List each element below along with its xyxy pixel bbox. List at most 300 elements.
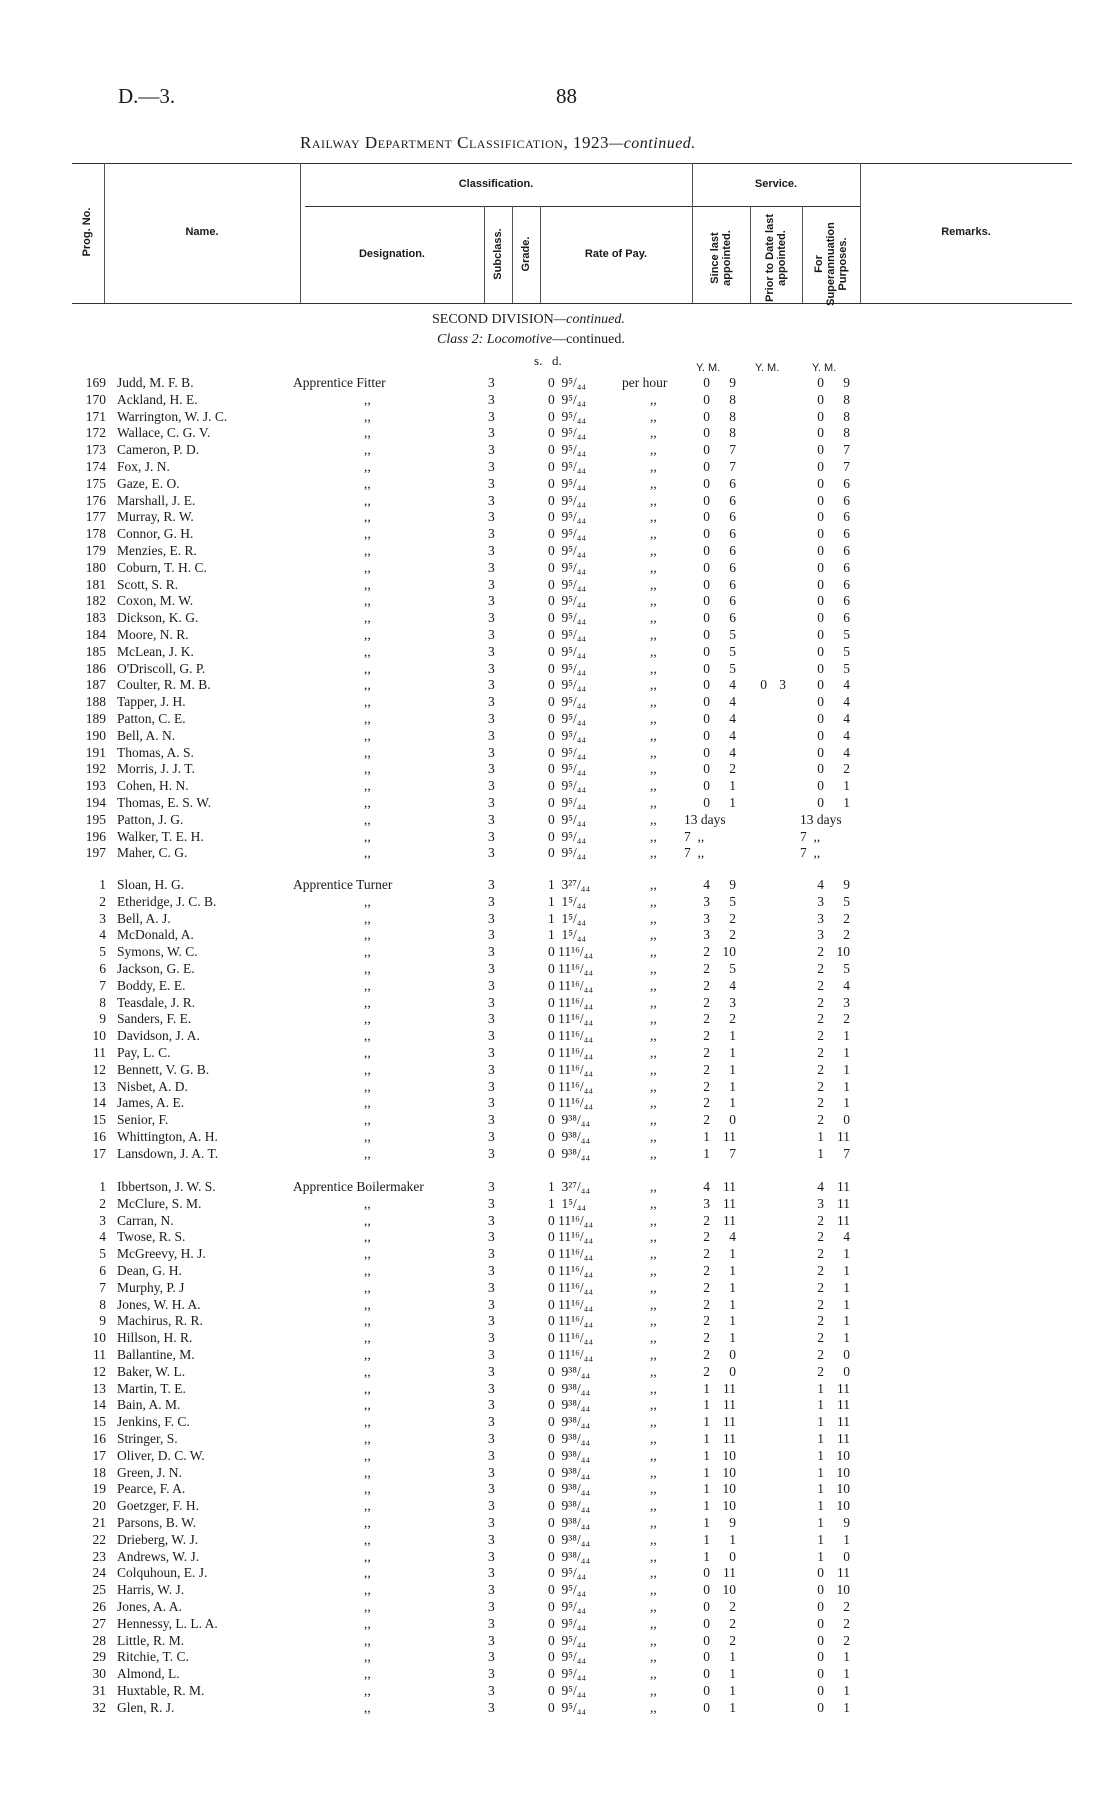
designation: Apprentice Turner <box>293 877 393 892</box>
prog-no: 10 <box>92 1330 106 1346</box>
prog-no: 1 <box>99 1179 106 1194</box>
pay-unit: ,, <box>650 1447 657 1463</box>
rate-of-pay: 0 9⁵/₄₄ <box>548 845 587 861</box>
super-years: 0 <box>817 677 824 693</box>
super-months: 1 <box>843 1699 850 1715</box>
table-row <box>0 592 1114 609</box>
prog-no: 11 <box>93 1045 106 1060</box>
page-title <box>300 133 696 153</box>
super-years: 2 <box>817 1279 824 1295</box>
prog-no: 7 <box>99 1279 106 1295</box>
super-ym-label: Y. M. <box>812 362 837 374</box>
employee-name: Marshall, J. E. <box>117 492 196 508</box>
subclass: 3 <box>488 425 495 441</box>
since-years: 0 <box>703 1582 710 1598</box>
prog-no: 19 <box>92 1481 106 1497</box>
ditto-mark: ,, <box>364 459 371 474</box>
subclass: 3 <box>488 1447 495 1463</box>
employee-name: Moore, N. R. <box>117 627 189 642</box>
since-months: 1 <box>729 1699 736 1715</box>
ditto-mark: ,, <box>364 1145 371 1161</box>
col-divider <box>512 206 513 303</box>
super-months: 4 <box>843 711 850 726</box>
employee-name: Glen, R. J. <box>117 1699 175 1715</box>
since-years: 0 <box>703 1699 710 1715</box>
header-rate-of-pay: Rate of Pay. <box>584 248 648 260</box>
subclass: 3 <box>488 1129 495 1144</box>
super-years: 3 <box>817 910 824 926</box>
employee-name: Murphy, P. J <box>117 1279 185 1295</box>
super-months: 0 <box>843 1347 850 1362</box>
employee-name: Green, J. N. <box>117 1464 182 1480</box>
super-months: 6 <box>843 610 850 626</box>
ditto-mark: ,, <box>364 576 371 592</box>
since-years: 0 <box>703 610 710 626</box>
rate-of-pay: 0 9³⁸/₄₄ <box>548 1129 591 1144</box>
table-row <box>0 1061 1114 1078</box>
table-row <box>0 1312 1114 1329</box>
since-months: 2 <box>729 1599 736 1614</box>
super-years: 0 <box>817 559 824 575</box>
pay-unit: ,, <box>650 492 657 508</box>
ditto-mark: ,, <box>364 1380 371 1396</box>
since-years: 2 <box>703 1330 710 1346</box>
subclass: 3 <box>488 1548 495 1564</box>
subclass: 3 <box>488 1464 495 1480</box>
subclass: 3 <box>488 1397 495 1413</box>
prog-no: 182 <box>85 593 106 609</box>
super-days: 13 days <box>800 811 842 827</box>
employee-name: Dickson, K. G. <box>117 610 199 626</box>
prog-no: 174 <box>85 459 106 474</box>
since-months: 1 <box>729 1246 736 1262</box>
ditto-mark: ,, <box>364 677 371 693</box>
rate-of-pay: 0 9⁵/₄₄ <box>548 475 587 491</box>
table-row <box>0 1094 1114 1111</box>
super-years: 2 <box>817 1078 824 1094</box>
super-months: 1 <box>843 1649 850 1665</box>
prog-no: 27 <box>92 1615 106 1631</box>
ditto-mark: ,, <box>364 1582 371 1598</box>
pay-unit: ,, <box>650 526 657 542</box>
employee-name: Stringer, S. <box>117 1431 178 1446</box>
super-months: 11 <box>837 1380 850 1396</box>
employee-name: Coxon, M. W. <box>117 593 194 609</box>
rate-of-pay: 0 9⁵/₄₄ <box>548 811 587 827</box>
employee-name: Bell, A. N. <box>117 727 176 743</box>
since-months: 1 <box>729 1531 736 1547</box>
table-row <box>0 710 1114 727</box>
super-years: 1 <box>817 1464 824 1480</box>
super-months: 6 <box>843 543 850 558</box>
since-years: 2 <box>703 1095 710 1111</box>
table-row <box>0 609 1114 626</box>
pay-unit: ,, <box>650 1279 657 1295</box>
prog-no: 177 <box>85 509 106 525</box>
subclass: 3 <box>488 1279 495 1295</box>
ditto-mark: ,, <box>364 1699 371 1715</box>
ditto-mark: ,, <box>364 1347 371 1362</box>
since-years: 0 <box>703 727 710 743</box>
since-months: 1 <box>729 1045 736 1060</box>
pay-unit: ,, <box>650 1548 657 1564</box>
ditto-mark: ,, <box>364 559 371 575</box>
since-months: 1 <box>729 1296 736 1312</box>
since-years: 0 <box>703 425 710 441</box>
table-row <box>0 643 1114 660</box>
rate-of-pay: 0 9³⁸/₄₄ <box>548 1414 591 1430</box>
since-months: 10 <box>722 1481 736 1497</box>
subclass: 3 <box>488 1599 495 1614</box>
rate-of-pay: 0 9³⁸/₄₄ <box>548 1464 591 1480</box>
rate-of-pay: 0 9⁵/₄₄ <box>548 610 587 626</box>
rate-of-pay: 0 9⁵/₄₄ <box>548 727 587 743</box>
rate-of-pay: 0 9³⁸/₄₄ <box>548 1447 591 1463</box>
since-months: 1 <box>729 795 736 810</box>
super-months: 9 <box>843 1515 850 1530</box>
employee-name: Oliver, D. C. W. <box>117 1447 205 1463</box>
subclass: 3 <box>488 761 495 777</box>
since-years: 0 <box>703 559 710 575</box>
ditto-mark: ,, <box>364 795 371 810</box>
since-months: 11 <box>723 1565 736 1581</box>
employee-name: Nisbet, A. D. <box>117 1078 188 1094</box>
subclass: 3 <box>488 1296 495 1312</box>
ditto-mark: ,, <box>364 1447 371 1463</box>
prog-no: 4 <box>99 1229 106 1245</box>
since-months: 0 <box>729 1347 736 1362</box>
super-months: 3 <box>843 994 850 1010</box>
rate-of-pay: 0 9⁵/₄₄ <box>548 442 587 458</box>
subclass: 3 <box>488 1531 495 1547</box>
employee-name: Jones, W. H. A. <box>117 1296 201 1312</box>
rate-of-pay: 0 11¹⁶/₄₄ <box>548 1045 594 1060</box>
pay-unit: ,, <box>650 1498 657 1514</box>
prog-no: 180 <box>85 559 106 575</box>
since-months: 5 <box>729 893 736 909</box>
pay-unit: ,, <box>650 1666 657 1682</box>
employee-name: Ritchie, T. C. <box>117 1649 189 1665</box>
rate-of-pay: 0 11¹⁶/₄₄ <box>548 977 594 993</box>
since-months: 11 <box>723 1195 736 1211</box>
table-row <box>0 391 1114 408</box>
col-divider <box>750 206 751 303</box>
table-row <box>0 844 1114 861</box>
header-prog-no: Prog. No. <box>81 207 93 257</box>
since-years: 0 <box>703 778 710 794</box>
subclass: 3 <box>488 509 495 525</box>
rate-of-pay: 0 9⁵/₄₄ <box>548 1599 587 1614</box>
table-row <box>0 441 1114 458</box>
employee-name: Coburn, T. H. C. <box>117 559 207 575</box>
since-years: 0 <box>703 795 710 810</box>
super-years: 2 <box>817 961 824 976</box>
super-days: 7 ,, <box>800 828 821 844</box>
super-years: 0 <box>817 442 824 458</box>
employee-name: Tapper, J. H. <box>117 694 186 710</box>
pay-unit: ,, <box>650 1229 657 1245</box>
employee-name: Wallace, C. G. V. <box>117 425 211 441</box>
employee-name: Patton, J. G. <box>117 811 184 827</box>
prog-no: 1 <box>99 877 106 892</box>
super-months: 11 <box>837 1431 850 1446</box>
col-divider <box>484 206 485 303</box>
since-years: 0 <box>703 593 710 609</box>
table-row <box>0 1514 1114 1531</box>
subclass: 3 <box>488 1565 495 1581</box>
pay-unit: ,, <box>650 1414 657 1430</box>
subclass: 3 <box>488 893 495 909</box>
employee-name: Sloan, H. G. <box>117 877 185 892</box>
since-months: 9 <box>729 375 736 390</box>
prior-years: 0 <box>760 677 767 693</box>
pay-unit: ,, <box>650 627 657 642</box>
pay-unit: ,, <box>650 408 657 424</box>
since-years: 2 <box>703 1045 710 1060</box>
rate-of-pay: 0 11¹⁶/₄₄ <box>548 1330 594 1346</box>
since-years: 0 <box>703 1599 710 1614</box>
super-years: 3 <box>817 1195 824 1211</box>
table-row <box>0 1396 1114 1413</box>
table-row <box>0 458 1114 475</box>
pay-unit: ,, <box>650 610 657 626</box>
since-years: 0 <box>703 761 710 777</box>
rate-of-pay: 0 9⁵/₄₄ <box>548 660 587 676</box>
since-months: 6 <box>729 543 736 558</box>
pay-unit: ,, <box>650 1649 657 1665</box>
ditto-mark: ,, <box>364 1279 371 1295</box>
header-bottom-rule <box>72 303 1072 304</box>
employee-name: McLean, J. K. <box>117 643 194 659</box>
employee-name: Fox, J. N. <box>117 459 170 474</box>
since-months: 6 <box>729 526 736 542</box>
ditto-mark: ,, <box>364 1296 371 1312</box>
table-row <box>0 1548 1114 1565</box>
since-years: 2 <box>703 1112 710 1128</box>
since-months: 4 <box>729 744 736 760</box>
employee-name: Coulter, R. M. B. <box>117 677 211 693</box>
pay-unit: ,, <box>650 1397 657 1413</box>
super-years: 1 <box>817 1380 824 1396</box>
super-months: 4 <box>843 694 850 710</box>
super-years: 2 <box>817 1229 824 1245</box>
ditto-mark: ,, <box>364 425 371 441</box>
rate-of-pay: 0 9⁵/₄₄ <box>548 459 587 474</box>
since-months: 4 <box>729 694 736 710</box>
header-name: Name. <box>185 226 219 238</box>
table-row <box>0 1245 1114 1262</box>
ditto-mark: ,, <box>364 1246 371 1262</box>
super-years: 2 <box>817 944 824 960</box>
super-years: 1 <box>817 1447 824 1463</box>
since-years: 0 <box>703 1683 710 1698</box>
super-months: 5 <box>843 660 850 676</box>
subclass: 3 <box>488 442 495 458</box>
super-years: 2 <box>817 1028 824 1044</box>
subclass: 3 <box>488 1330 495 1346</box>
table-row <box>0 1682 1114 1699</box>
rate-of-pay: 0 11¹⁶/₄₄ <box>548 994 594 1010</box>
super-years: 2 <box>817 994 824 1010</box>
table-row <box>0 1581 1114 1598</box>
employee-name: McClure, S. M. <box>117 1195 202 1211</box>
since-months: 6 <box>729 593 736 609</box>
prog-no: 16 <box>92 1431 106 1446</box>
since-years: 2 <box>703 977 710 993</box>
class-label: Class 2: <box>437 332 484 347</box>
rate-of-pay: 0 9⁵/₄₄ <box>548 543 587 558</box>
since-years: 2 <box>703 1229 710 1245</box>
pay-unit: ,, <box>650 845 657 861</box>
employee-name: McDonald, A. <box>117 927 194 943</box>
prog-no: 12 <box>92 1363 106 1379</box>
subclass: 3 <box>488 1061 495 1077</box>
rate-of-pay: 0 9³⁸/₄₄ <box>548 1531 591 1547</box>
ditto-mark: ,, <box>364 643 371 659</box>
header-grade: Grade. <box>520 236 532 272</box>
rate-of-pay: 0 9³⁸/₄₄ <box>548 1431 591 1446</box>
since-months: 8 <box>729 391 736 407</box>
pay-unit: ,, <box>650 593 657 609</box>
subclass: 3 <box>488 1195 495 1211</box>
subclass: 3 <box>488 1481 495 1497</box>
table-row <box>0 1447 1114 1464</box>
prog-no: 169 <box>85 375 106 390</box>
super-months: 11 <box>837 1565 850 1581</box>
rate-of-pay: 1 1⁵/₄₄ <box>548 893 587 909</box>
employee-name: Pearce, F. A. <box>117 1481 186 1497</box>
since-years: 1 <box>703 1515 710 1530</box>
ditto-mark: ,, <box>364 1515 371 1530</box>
rate-of-pay: 0 9⁵/₄₄ <box>548 576 587 592</box>
super-years: 0 <box>817 660 824 676</box>
super-months: 5 <box>843 961 850 976</box>
since-years: 2 <box>703 1296 710 1312</box>
super-years: 0 <box>817 610 824 626</box>
super-years: 0 <box>817 627 824 642</box>
ditto-mark: ,, <box>364 1498 371 1514</box>
rate-of-pay: 0 9³⁸/₄₄ <box>548 1515 591 1530</box>
since-years: 0 <box>703 1615 710 1631</box>
prog-no: 196 <box>85 828 106 844</box>
prog-no: 191 <box>85 744 106 760</box>
pay-unit: ,, <box>650 1078 657 1094</box>
since-months: 7 <box>729 1145 736 1161</box>
rate-of-pay: 0 9⁵/₄₄ <box>548 778 587 794</box>
since-months: 1 <box>729 1061 736 1077</box>
ditto-mark: ,, <box>364 1565 371 1581</box>
employee-name: Bain, A. M. <box>117 1397 181 1413</box>
super-years: 0 <box>817 761 824 777</box>
table-row <box>0 676 1114 693</box>
title-main: Railway Department Classification, 1923 <box>300 133 609 152</box>
prog-no: 2 <box>99 1195 106 1211</box>
rate-of-pay: 0 9⁵/₄₄ <box>548 1683 587 1698</box>
prog-no: 2 <box>99 893 106 909</box>
super-months: 6 <box>843 593 850 609</box>
since-months: 11 <box>723 1380 736 1396</box>
since-years: 2 <box>703 1011 710 1027</box>
employee-name: Martin, T. E. <box>117 1380 186 1396</box>
subclass: 3 <box>488 1179 495 1194</box>
since-years: 1 <box>703 1481 710 1497</box>
since-months: 9 <box>729 877 736 892</box>
since-months: 2 <box>729 1632 736 1648</box>
pay-unit: ,, <box>650 1246 657 1262</box>
ditto-mark: ,, <box>364 1212 371 1228</box>
since-months: 1 <box>729 1279 736 1295</box>
pay-unit: ,, <box>650 1464 657 1480</box>
prog-no: 3 <box>99 910 106 926</box>
since-years: 1 <box>703 1145 710 1161</box>
pay-unit: per hour <box>622 375 668 390</box>
since-months: 4 <box>729 711 736 726</box>
rate-of-pay: 0 9³⁸/₄₄ <box>548 1548 591 1564</box>
subclass: 3 <box>488 1313 495 1329</box>
subclass: 3 <box>488 1649 495 1665</box>
rate-of-pay: 0 9⁵/₄₄ <box>548 492 587 508</box>
super-months: 8 <box>843 425 850 441</box>
pay-unit: ,, <box>650 1061 657 1077</box>
super-years: 2 <box>817 1263 824 1278</box>
since-months: 10 <box>722 1447 736 1463</box>
super-months: 2 <box>843 910 850 926</box>
prog-no: 30 <box>92 1666 106 1682</box>
pay-unit: ,, <box>650 1179 657 1194</box>
super-months: 5 <box>843 893 850 909</box>
prog-no: 186 <box>85 660 106 676</box>
pay-unit: ,, <box>650 944 657 960</box>
pay-unit: ,, <box>650 1582 657 1598</box>
employee-name: Andrews, W. J. <box>117 1548 200 1564</box>
since-months: 6 <box>729 576 736 592</box>
pay-unit: ,, <box>650 1599 657 1614</box>
since-last-days: 7 ,, <box>684 845 705 861</box>
pay-unit: ,, <box>650 1296 657 1312</box>
super-months: 1 <box>843 1263 850 1278</box>
employee-name: Sanders, F. E. <box>117 1011 192 1027</box>
table-row <box>0 1027 1114 1044</box>
since-years: 3 <box>703 927 710 943</box>
pay-unit: ,, <box>650 761 657 777</box>
rate-of-pay: 0 11¹⁶/₄₄ <box>548 1246 594 1262</box>
since-years: 0 <box>703 1666 710 1682</box>
employee-name: Teasdale, J. R. <box>117 994 196 1010</box>
ditto-mark: ,, <box>364 660 371 676</box>
super-months: 11 <box>837 1179 850 1194</box>
subclass: 3 <box>488 727 495 743</box>
ditto-mark: ,, <box>364 1599 371 1614</box>
table-row <box>0 1128 1114 1145</box>
subclass: 3 <box>488 492 495 508</box>
subclass: 3 <box>488 1145 495 1161</box>
employee-name: Twose, R. S. <box>117 1229 186 1245</box>
ditto-mark: ,, <box>364 927 371 943</box>
subclass: 3 <box>488 744 495 760</box>
super-months: 10 <box>836 1464 850 1480</box>
rate-of-pay: 0 11¹⁶/₄₄ <box>548 1078 594 1094</box>
rate-of-pay: 0 9³⁸/₄₄ <box>548 1498 591 1514</box>
subclass: 3 <box>488 795 495 810</box>
subclass: 3 <box>488 610 495 626</box>
since-years: 1 <box>703 1464 710 1480</box>
super-years: 0 <box>817 492 824 508</box>
super-months: 1 <box>843 1028 850 1044</box>
since-months: 1 <box>729 778 736 794</box>
pay-unit: ,, <box>650 893 657 909</box>
since-years: 2 <box>703 1279 710 1295</box>
since-years: 0 <box>703 375 710 390</box>
